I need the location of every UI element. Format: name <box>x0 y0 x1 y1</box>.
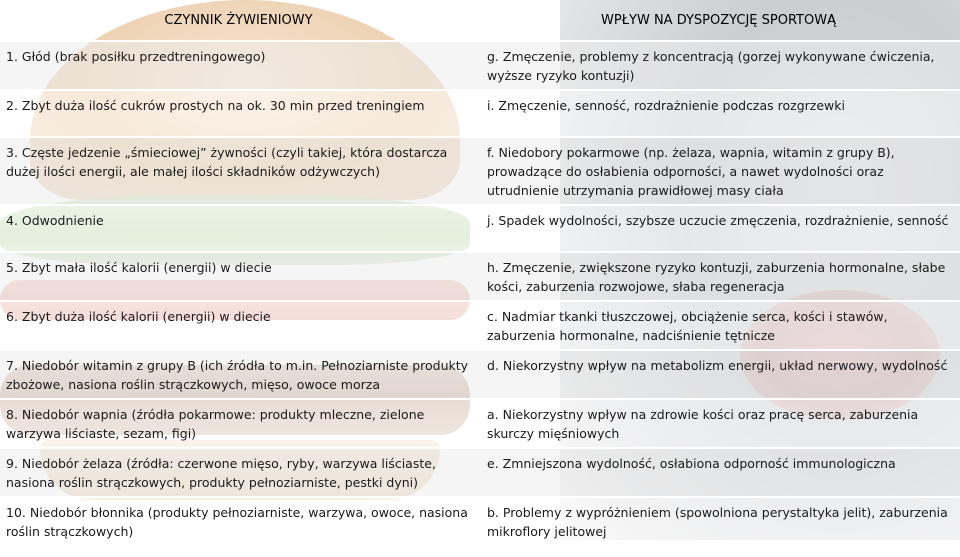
table-row <box>0 137 960 205</box>
table-row <box>0 301 960 350</box>
table-row <box>0 41 960 90</box>
table-row <box>0 350 960 399</box>
effect-cell: j. Spadek wydolności, szybsze uczucie zmęczenia, rozdrażnienie, senność <box>477 205 960 252</box>
table-row <box>0 448 960 497</box>
factor-cell: 6. Zbyt duża ilość kalorii (energii) w diecie <box>0 301 477 350</box>
effect-cell: c. Nadmiar tkanki tłuszczowej, obciążenie serca, kości i stawów, zaburzenia hormonalne, nadciśnienie tętnicze <box>477 301 960 350</box>
factor-cell: 7. Niedobór witamin z grupy B (ich źródła to m.in. Pełnoziarniste produkty zbożowe, nasiona roślin strączkowych, mięso, owoce morza <box>0 350 477 399</box>
effect-cell: e. Zmniejszona wydolność, osłabiona odporność immunologiczna <box>477 448 960 497</box>
factor-cell: 10. Niedobór błonnika (produkty pełnoziarniste, warzywa, owoce, nasiona roślin strączkowych) <box>0 497 477 557</box>
effect-cell: d. Niekorzystny wpływ na metabolizm energii, układ nerwowy, wydolność <box>477 350 960 399</box>
effect-cell: b. Problemy z wypróżnieniem (spowolniona perystaltyka jelit), zaburzenia mikroflory jelitowej <box>477 497 960 557</box>
table-row <box>0 252 960 301</box>
header-nutrition-factor: CZYNNIK ŻYWIENIOWY <box>164 12 313 28</box>
effect-cell: f. Niedobory pokarmowe (np. żelaza, wapnia, witamin z grupy B), prowadzące do osłabienia odporności, a nawet wydolności oraz utrudnienie utrzymania prawidłowej masy ciała <box>477 137 960 205</box>
factor-cell: 4. Odwodnienie <box>0 205 477 252</box>
factor-cell: 5. Zbyt mała ilość kalorii (energii) w diecie <box>0 252 477 301</box>
table-row <box>0 205 960 252</box>
factor-cell: 9. Niedobór żelaza (źródła: czerwone mięso, ryby, warzywa liściaste, nasiona roślin strączkowych, produkty pełnoziarniste, pestki dyni) <box>0 448 477 497</box>
factor-cell: 2. Zbyt duża ilość cukrów prostych na ok. 30 min przed treningiem <box>0 90 477 137</box>
effect-cell: h. Zmęczenie, zwiększone ryzyko kontuzji, zaburzenia hormonalne, słabe kości, zaburzenia rozwojowe, słaba regeneracja <box>477 252 960 301</box>
factor-cell: 3. Częste jedzenie „śmieciowej” żywności (czyli takiej, która dostarcza dużej ilości energii, ale małej ilości składników odżywczych) <box>0 137 477 205</box>
header-sport-impact: WPŁYW NA DYSPOZYCJĘ SPORTOWĄ <box>601 12 836 28</box>
table-header-row <box>0 0 960 41</box>
table-row <box>0 497 960 557</box>
effect-cell: i. Zmęczenie, senność, rozdrażnienie podczas rozgrzewki <box>477 90 960 137</box>
effect-cell: g. Zmęczenie, problemy z koncentracją (gorzej wykonywane ćwiczenia, wyższe ryzyko kontuzji) <box>477 41 960 90</box>
factor-cell: 8. Niedobór wapnia (źródła pokarmowe: produkty mleczne, zielone warzywa liściaste, sezam, figi) <box>0 399 477 448</box>
factor-cell: 1. Głód (brak posiłku przedtreningowego) <box>0 41 477 90</box>
effect-cell: a. Niekorzystny wpływ na zdrowie kości oraz pracę serca, zaburzenia skurczy mięśniowych <box>477 399 960 448</box>
table-row <box>0 399 960 448</box>
table-row <box>0 90 960 137</box>
